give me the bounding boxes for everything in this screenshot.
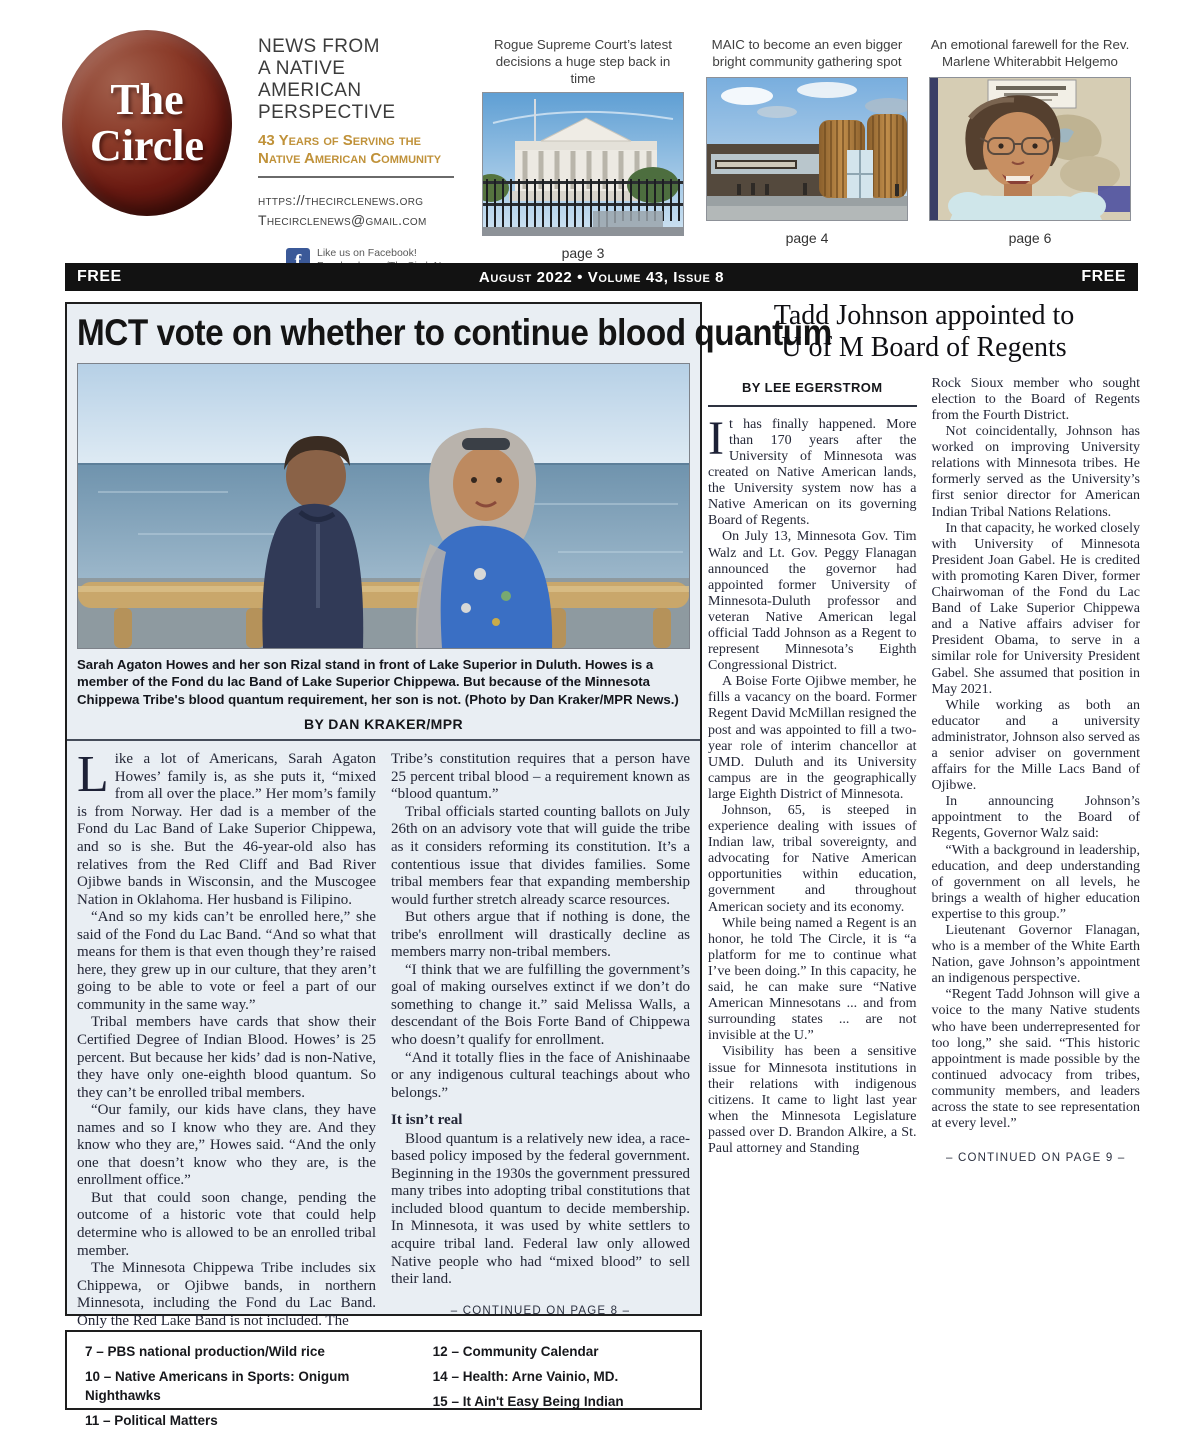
paragraph: 14 – Health: Arne Vainio, MD. (432, 1368, 619, 1384)
tagline-line: NEWS FROM (258, 36, 380, 57)
index-box (65, 1330, 702, 1428)
lead-article-body (77, 746, 690, 1330)
paragraph: Tribe’s constitution requires that a person have 25 percent tribal blood – a requirement known as “blood quantum.” (391, 751, 690, 803)
masthead-text (258, 36, 473, 274)
continued-notice: – CONTINUED ON PAGE 8 – (450, 1304, 631, 1317)
tagline-line: AMERICAN (258, 80, 362, 102)
teaser-page-ref: page 3 (561, 245, 605, 262)
website-url: https://thecirclenews.org (258, 192, 424, 209)
regents-column-2 (932, 376, 1141, 1166)
masthead-divider (258, 176, 454, 178)
paragraph: In announcing Johnson’s appointment to the Board of Regents, Governor Walz said: (931, 794, 1140, 842)
paragraph: Like a lot of Americans, Sarah Agaton Howes’ family is, as she puts it, “mixed from all over the place.” Her mom’s family is from Norway. Her dad is a member of the Fond du Lac Band of Lake Superior Chippewa, and so is she. But the 46-year-old also has relatives from the Red Cliff and Bad River Ojibwe bands in Wisconsin, and the Muscogee Nation in Oklahoma. Her husband is Filipino. (77, 746, 376, 908)
paragraph: Blood quantum is a relatively new idea, a race-based policy imposed by the federal government. Beginning in the 1930s the government pressured many tribes into adopting tribal constitutions that included blood quantum to decide membership. In Minnesota, it was used by white settlers to acquire tribal land. Federal law only allowed Native people who had “mixed blood” to sell their land. (391, 1130, 690, 1288)
paragraph: It has finally happened. More than 170 years after the University of Minnesota was created on Native American lands, the University system now has a Native American on its governing Board of Regents. (708, 411, 917, 529)
paragraph: “And it totally flies in the face of Anishinaabe or any indigenous cultural teachings about who belongs.” (391, 1049, 690, 1101)
teaser-headline: Rogue Supreme Court’s latest decisions a huge step back in time (494, 37, 672, 87)
paragraph: “I think that we are fulfilling the government’s goal of making ourselves extinct if we don’t do something to change it.” said Melissa Walls, a descendant of the Bois Forte Band of Chippewa who doesn’t qualify for enrollment. (391, 961, 690, 1049)
anniversary-text: 43 Years of Serving the Native American Community (258, 132, 442, 168)
paragraph: In that capacity, he worked closely with University of Minnesota President Joan Gabel. He is credited with promoting Karen Diver, former Chairwoman of the Fond du Lac Band of Lake Superior Chippewa and a Native affairs adviser for President Obama, to serve in a similar role for University President Gabel. She assumed that position in May 2021. (931, 520, 1140, 697)
teaser-headline: MAIC to become an even bigger bright community gathering spot (711, 37, 903, 70)
paragraph: Tribal members have cards that show their Certified Degree of Indian Blood. Howes’ is 25 percent. But because her kids’ dad is non-Native, they have only one-eighth blood quantum. So they can’t be enrolled tribal members. (77, 1014, 376, 1101)
lake-superior-photo (77, 363, 690, 649)
paragraph: On July 13, Minnesota Gov. Tim Walz and Lt. Gov. Peggy Flanagan announced the governor had appointed former University of Minnesota-Duluth professor and veteran Native American legal official Tadd Johnson as a Regent to represent Minnesota’s Eighth Congressional District. (708, 529, 917, 674)
paragraph: “Our family, our kids have clans, they have names and so I know who they are. And they know who they are,” Howes said. “And the only one that doesn’t know who they are, is the enrollment office.” (77, 1102, 376, 1189)
lead-column-2 (391, 751, 690, 1330)
teaser-page-ref: page 6 (1008, 230, 1052, 246)
paragraph: Visibility has been a sensitive issue for Minnesota institutions in their relations with indigenous citizens. It came to light last year when the Minnesota Legislature passed over D. Brandon Alkire, a St. Paul attorney and Standing (708, 1044, 917, 1156)
index-right-column (433, 1343, 690, 1408)
teaser-page-ref: page 4 (785, 230, 829, 246)
teaser-supreme-court (482, 36, 684, 261)
paragraph: 12 – Community Calendar (432, 1344, 599, 1359)
facebook-text: Like us on Facebook! (317, 246, 417, 259)
paragraph: 10 – Native Americans in Sports: Onigum Nighthawks (85, 1368, 350, 1403)
tagline-line: PERSPECTIVE (258, 102, 396, 124)
paragraph: A Boise Forte Ojibwe member, he fills a vacancy on the board. Former Regent David McMillan resigned the post and was appointed to fill a two-year role of interim chancellor at UMD. Duluth and its University campus are in the geographically large Eighth District of Minnesota. (708, 674, 917, 802)
index-left-column (85, 1343, 407, 1428)
lead-column-1 (77, 746, 376, 1330)
paragraph: Johnson, 65, is steeped in experience dealing with issues of Indian law, tribal sovereignty, and advocating for Native American opportunities within education, government and throughout American society and its economy. (708, 803, 917, 915)
the-circle-logo (62, 30, 232, 216)
maic-building-photo (706, 77, 908, 221)
free-label-right: FREE (1081, 268, 1126, 285)
supreme-court-photo (482, 92, 684, 236)
logo-text-circle: Circle (89, 121, 205, 170)
paragraph: But others argue that if nothing is done, the tribe's enrollment will drastically decline as members marry non-tribal members. (391, 909, 690, 961)
lead-subhead: It isn’t real (391, 1112, 463, 1129)
paragraph: Rock Sioux member who sought election to the Board of Regents from the Fourth District. (931, 375, 1140, 423)
photo-caption: Sarah Agaton Howes and her son Rizal stand in front of Lake Superior in Duluth. Howes is a member of the Fond du lac Band of Lake Superior Chippewa. But because of the Minnesota Chippewa Tribe's blood quantum requirement, her son is not. (Photo by Dan Kraker/MPR News.) (77, 657, 679, 707)
regents-column-1 (708, 376, 917, 1166)
teaser-helgemo (929, 36, 1131, 246)
paragraph: Not coincidentally, Johnson has worked on improving University relations with Minnesota tribes. He formerly served as the University’s first senior director for American Indian Tribal Nations Relations. (931, 424, 1140, 520)
regents-byline: BY LEE EGERSTROM (708, 376, 917, 407)
paragraph: “Regent Tadd Johnson will give a voice to the many Native students who have been underrepresented for too long,” she said. “This historic appointment is made possible by the continued advocacy from tribes, community members, and leaders across the state to see representation at every level.” (931, 987, 1140, 1132)
paragraph: While working as both an educator and a university administrator, Johnson also served as a senior adviser on government affairs for the Mille Lacs Band of Ojibwe. (931, 697, 1140, 794)
teaser-maic (706, 36, 908, 246)
issue-date-volume: August 2022 • Volume 43, Issue 8 (478, 268, 725, 286)
paragraph: The Minnesota Chippewa Tribe includes six Chippewa, or Ojibwe bands, in northern Minnesota, including the Fond du Lac Band. Only the Red Lake Band is not included. The (77, 1260, 376, 1329)
continued-notice: – CONTINUED ON PAGE 9 – (946, 1152, 1126, 1165)
lead-byline: BY DAN KRAKER/MPR (304, 716, 463, 733)
issue-bar (65, 263, 1138, 291)
paragraph: “With a background in leadership, education, and deep understanding of government on all levels, he brings a wealth of higher education expertise to this group.” (931, 842, 1140, 922)
paragraph: Tribal officials started counting ballots on July 26th on an advisory vote that will guide the tribe as it considers reforming its constitution. It’s a contentious issue that divides families. Some tribal members fear that expanding membership would further stretch already scarce resources. (391, 803, 690, 908)
contact-links (258, 190, 473, 231)
teaser-headline: An emotional farewell for the Rev. Marlene Whiterabbit Helgemo (930, 37, 1130, 70)
rev-helgemo-portrait (929, 77, 1131, 221)
paragraph: Lieutenant Governor Flanagan, who is a member of the White Earth Nation, gave Johnson’s appointment an indigenous perspective. (931, 923, 1140, 987)
email-address: Thecirclenews@gmail.com (258, 212, 427, 229)
free-label-left: FREE (77, 268, 122, 285)
paragraph: But that could soon change, pending the outcome of a historic vote that could help determine who is allowed to be an enrolled tribal member. (77, 1189, 376, 1259)
paragraph: “And so my kids can’t be enrolled here,” she said of the Fond du Lac Band. “And so what that means for them is that even though they’re raised here, they grew up in our culture, that they aren’t going to be able to vote or feel a part of our community in the same way.” (77, 909, 376, 1013)
paragraph: 15 – It Ain't Easy Being Indian (432, 1393, 624, 1409)
tagline (258, 36, 473, 124)
regents-article-body (708, 376, 1140, 1166)
byline-divider (67, 739, 700, 741)
regents-headline: Tadd Johnson appointed to U of M Board of Regents (773, 300, 1075, 363)
paragraph: While being named a Regent is an honor, he told The Circle, it is “a platform for me to continue what I’ve been doing.” In this capacity, he said, he can make sure “Native American Minnesotans ... and from surrounding states ... are not invisible at the U.” (708, 915, 917, 1044)
regents-article (708, 300, 1140, 1165)
paragraph: 7 – PBS national production/Wild rice (85, 1344, 325, 1359)
paragraph: 11 – Political Matters (85, 1412, 218, 1428)
tagline-line: A NATIVE (258, 58, 346, 80)
lead-headline: MCT vote on whether to continue blood quantum (77, 312, 832, 353)
logo-text-the: The (110, 74, 184, 124)
